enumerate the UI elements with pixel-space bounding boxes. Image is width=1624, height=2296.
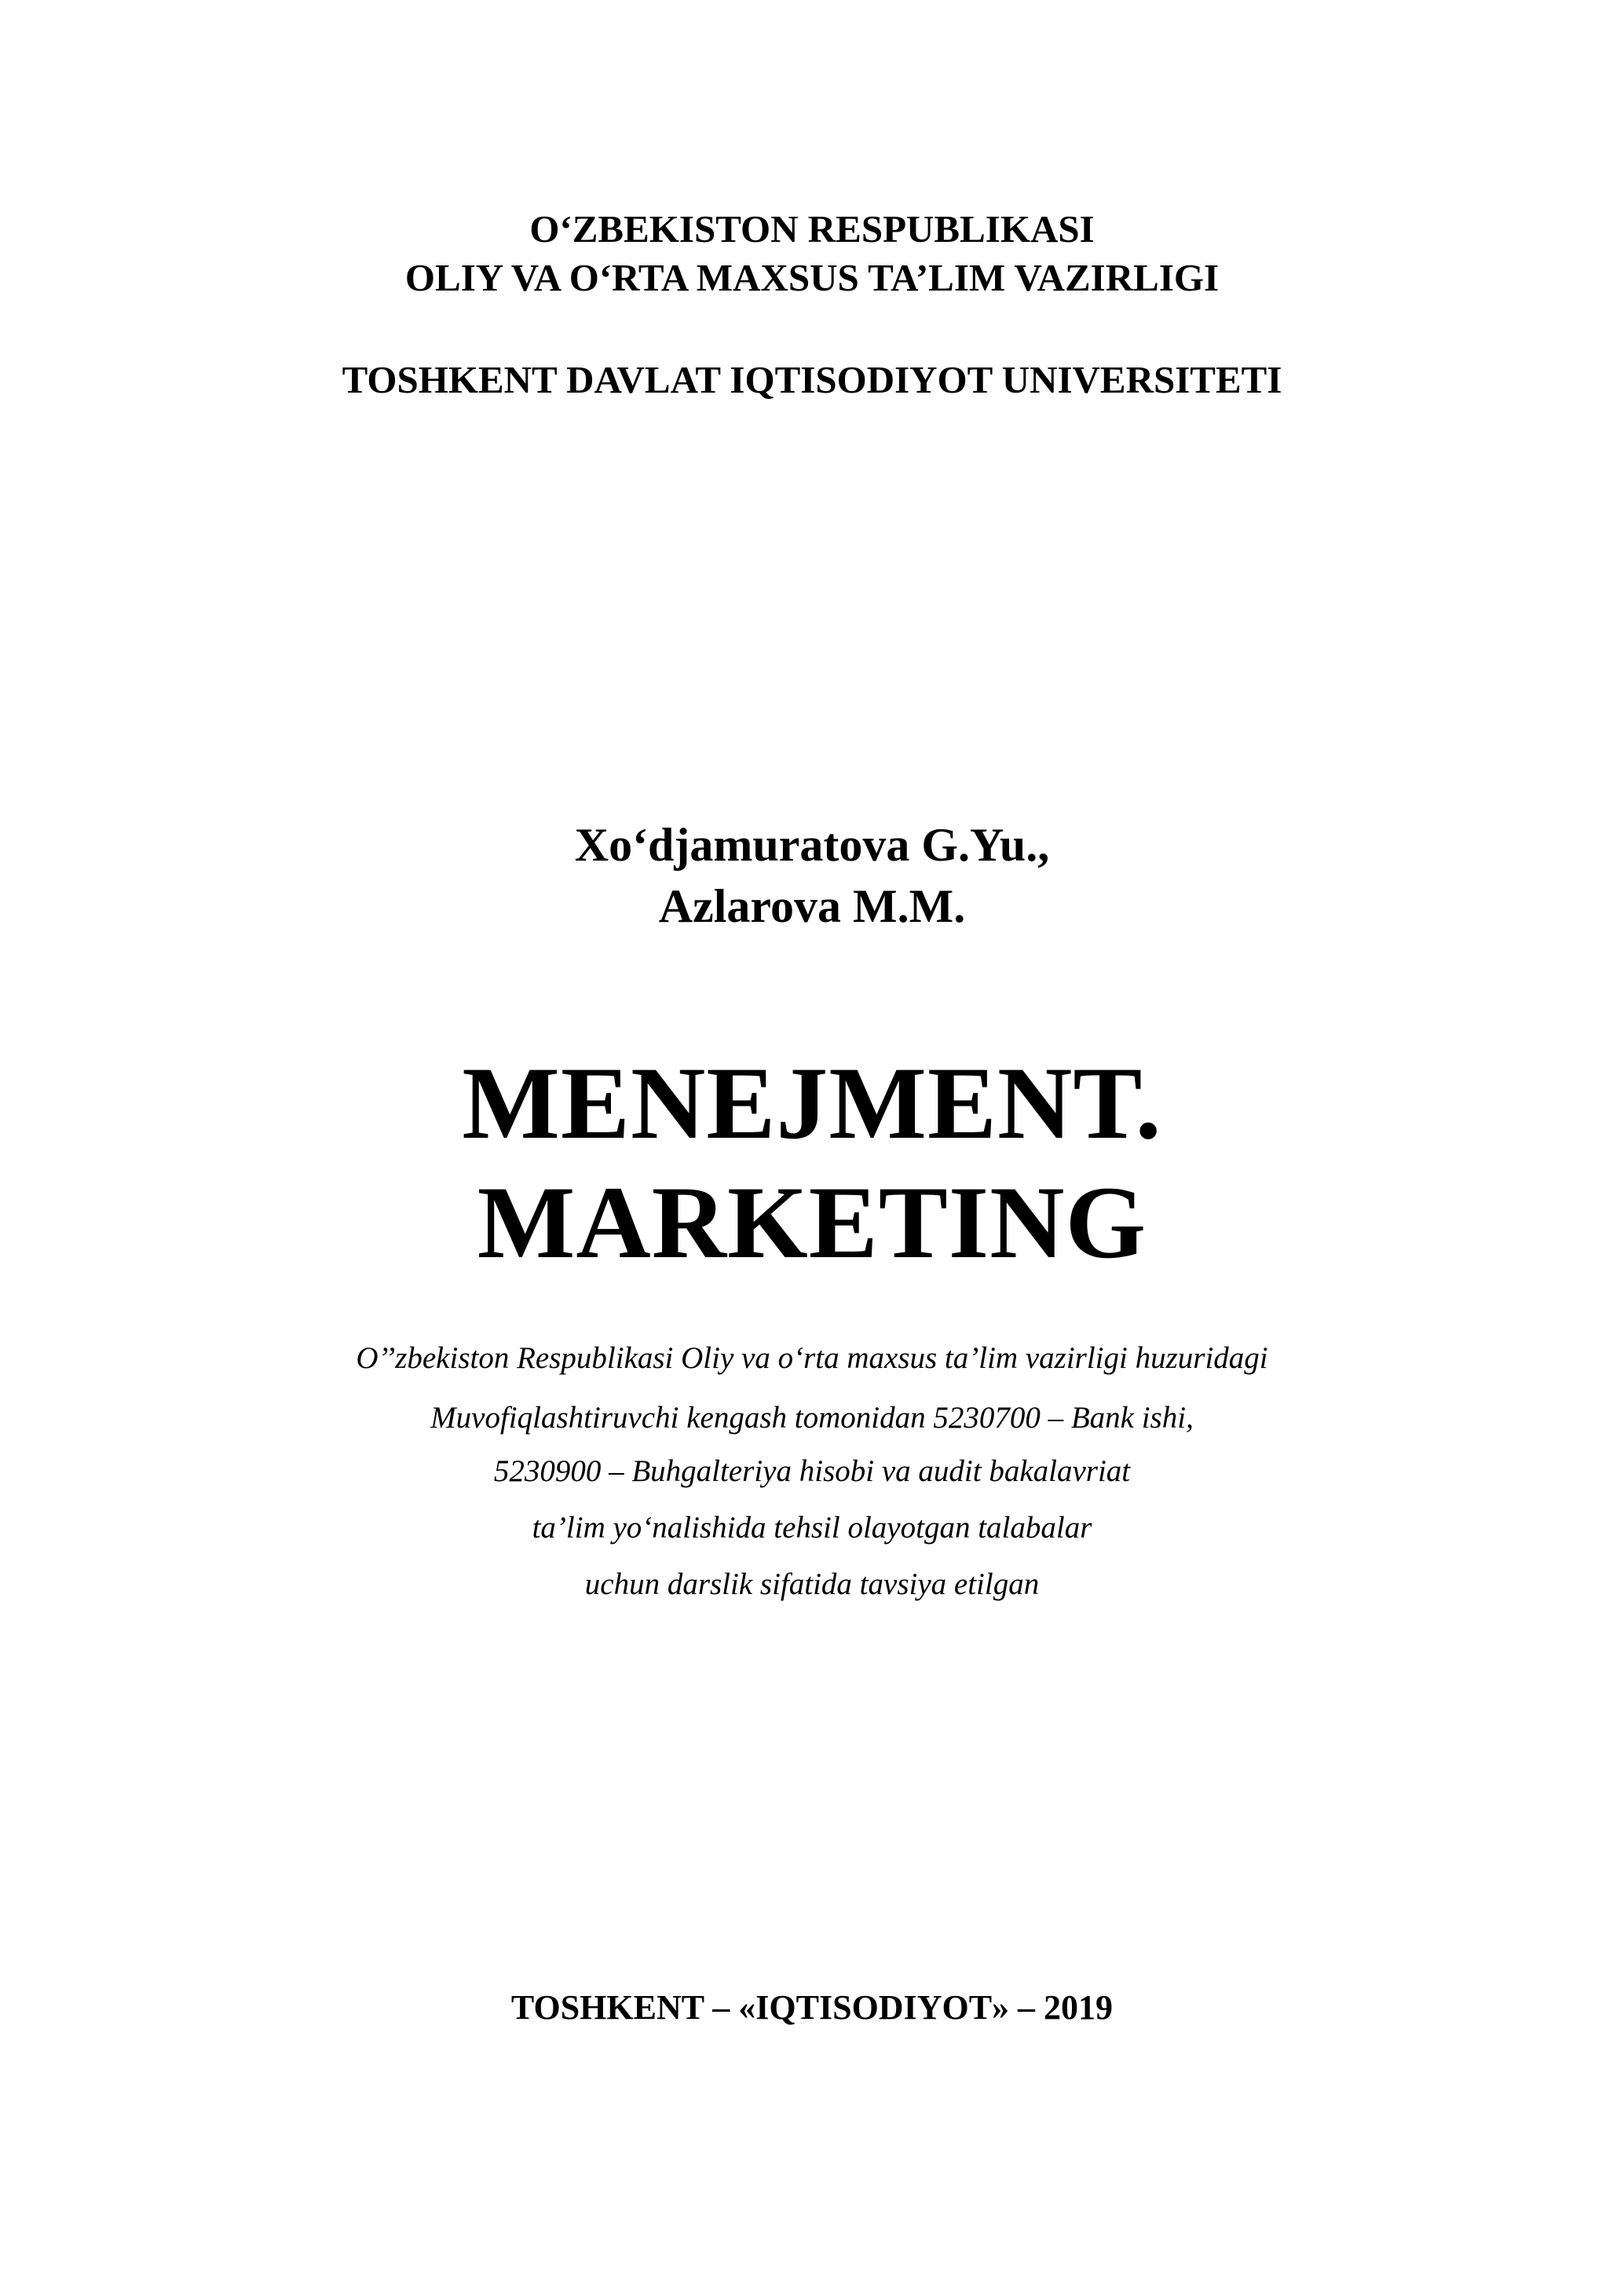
university-name: TOSHKENT DAVLAT IQTISODIYOT UNIVERSITETI (342, 358, 1282, 401)
author-1: Xo‘djamuratova G.Yu., (574, 819, 1050, 871)
book-title-line-1: MENEJMENT. (462, 1045, 1162, 1161)
approval-note-line-2: Muvofiqlashtiruvchi kengash tomonidan 5230700 – Bank ishi, (430, 1401, 1194, 1435)
author-2: Azlarova M.M. (658, 880, 966, 932)
approval-note-line-1: O’’zbekiston Respublikasi Oliy va o‘rta maxsus ta’lim vazirligi huzuridagi (356, 1341, 1268, 1375)
approval-note-line-4: ta’lim yo‘nalishida tehsil olayotgan talabalar (532, 1511, 1092, 1545)
approval-note-line-5: uchun darslik sifatida tavsiya etilgan (584, 1567, 1040, 1601)
ministry-country-line: O‘ZBEKISTON RESPUBLIKASI (529, 207, 1095, 250)
ministry-name-line: OLIY VA O‘RTA MAXSUS TA’LIM VAZIRLIGI (404, 256, 1220, 299)
book-title-line-2: MARKETING (477, 1164, 1147, 1280)
publisher-imprint: TOSHKENT – «IQTISODIYOT» – 2019 (510, 1988, 1114, 2027)
approval-note-line-3: 5230900 – Buhgalteriya hisobi va audit bakalavriat (493, 1454, 1131, 1488)
